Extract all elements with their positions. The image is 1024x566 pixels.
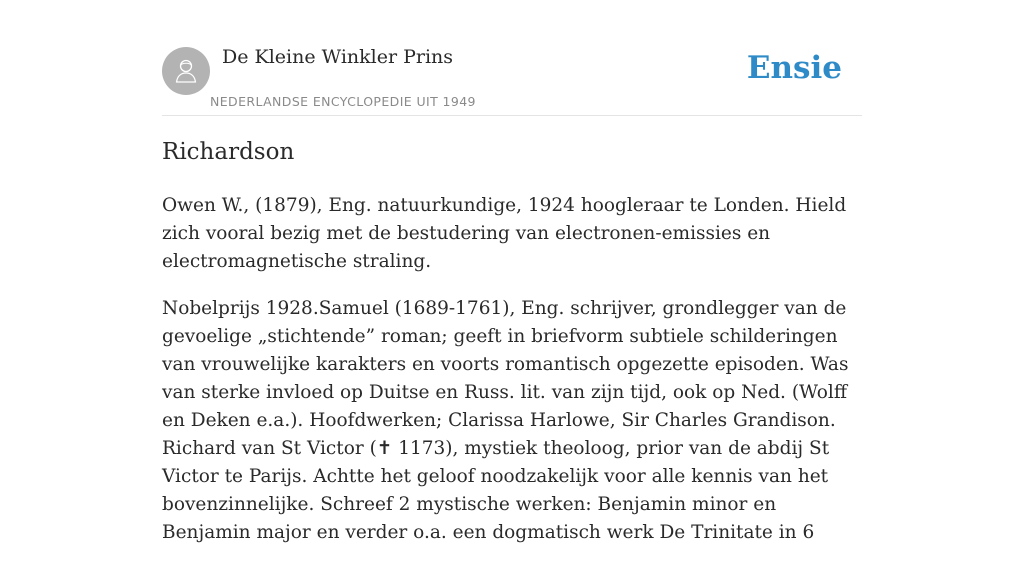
entry-body (162, 192, 866, 566)
source-title[interactable]: De Kleine Winkler Prins (222, 46, 454, 68)
user-icon (171, 56, 201, 86)
source-subtitle: NEDERLANDSE ENCYCLOPEDIE UIT 1949 (210, 94, 476, 109)
entry-paragraph: Nobelprijs 1928.Samuel (1689-1761), Eng. schrijver, grondlegger van de gevoelige „stichtende” roman; geeft in briefvorm subtiele schilderingen van vrouwelijke karakters en voorts romantisch opgezette episoden. Was van sterke invloed op Duitse en Russ. lit. van zijn tijd, ook op Ned. (Wolff en Deken e.a.). Hoofdwerken; Clarissa Harlowe, Sir Charles Grandison. Richard van St Victor (✝ 1173), mystiek theoloog, prior van de abdij St Victor te Parijs. Achtte het geloof noodzakelijk voor alle kennis van het bovenzinnelijke. Schreef 2 mystische werken: Benjamin minor en Benjamin major en verder o.a. een dogmatisch werk De Trinitate in 6 (162, 298, 849, 543)
brand-logo[interactable]: Ensie (746, 50, 842, 86)
entry-paragraph: Owen W., (1879), Eng. natuurkundige, 1924 hoogleraar te Londen. Hield zich vooral bezig met de bestudering van electronen-emissies en electromagnetische straling. (162, 195, 847, 272)
source-header (162, 0, 862, 116)
source-avatar[interactable] (162, 47, 210, 95)
entry-title: Richardson (162, 139, 295, 165)
